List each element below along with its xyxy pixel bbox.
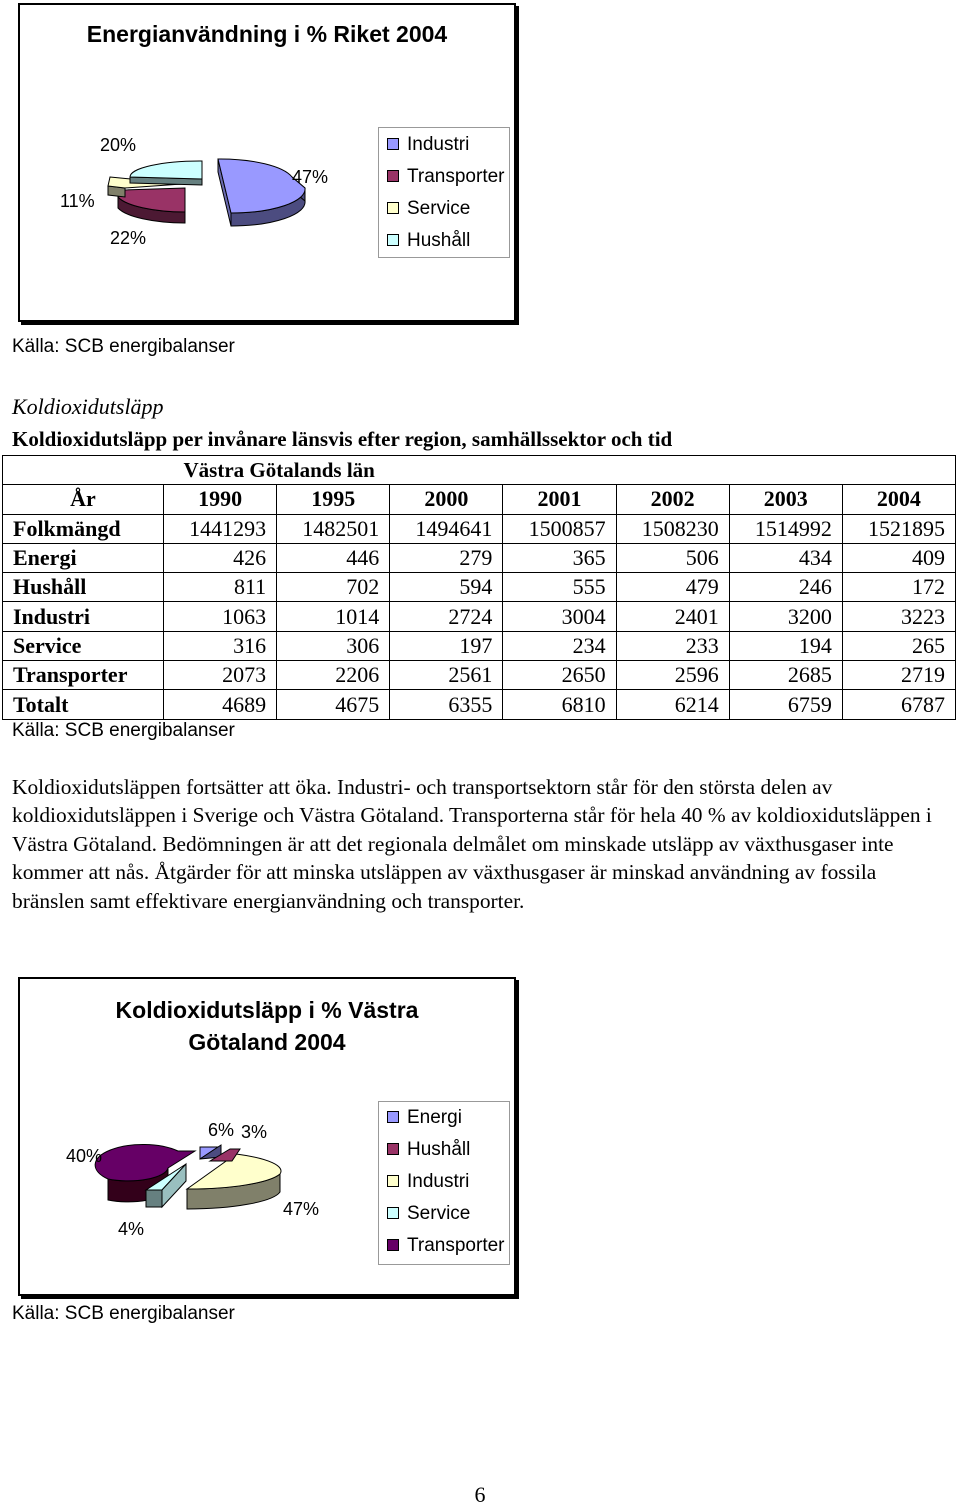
energy-chart-legend: [378, 127, 510, 258]
table-row: [3, 690, 956, 719]
table-cell: 6787: [842, 690, 955, 719]
energy-chart-frame: [18, 3, 516, 322]
pie-label-transporter: 22%: [110, 228, 147, 248]
pie-label-industri: 47%: [292, 167, 329, 187]
swatch-hushall: [387, 1143, 399, 1155]
table-year-header: 2001: [503, 485, 616, 514]
body-paragraph: Koldioxidutsläppen fortsätter att öka. Industri- och transportsektorn står för den största delen av koldioxidutsläppen i Sverige och Västra Götaland. Transporterna står för hela 40 % av koldioxidutsläppen i Västra Götaland. Bedömningen är att det regionala delmålet om minskade utsläpp av växthusgaser inte kommer att nås. Åtgärder för att minska utsläppen av växthusgaser är minskad användning av fossila bränslen samt effektivare energianvändning och transporter.: [12, 775, 932, 913]
legend-label: Transporter: [407, 1235, 505, 1256]
table-cell: 1521895: [842, 514, 955, 543]
table-cell: 2685: [729, 661, 842, 690]
section-heading: Koldioxidutsläpp: [12, 394, 164, 419]
pie-slice-hushall: [130, 161, 202, 185]
table-cell: 1514992: [729, 514, 842, 543]
table-year-header: 2004: [842, 485, 955, 514]
table-cell: 446: [277, 543, 390, 572]
table-year-header: 2000: [390, 485, 503, 514]
table-row: [3, 514, 956, 543]
pie-label-hushall: 20%: [100, 135, 137, 155]
table-cell: 246: [729, 573, 842, 602]
table-cell: 3200: [729, 602, 842, 631]
table-row-label: Hushåll: [3, 573, 164, 602]
table-cell: 1441293: [164, 514, 277, 543]
table-year-header: 2003: [729, 485, 842, 514]
co2-chart-legend: [378, 1101, 510, 1265]
pie-label-hushall: 3%: [241, 1122, 268, 1142]
legend-item-service: [387, 1202, 470, 1226]
table-row: [3, 631, 956, 660]
pie-label-service: 11%: [60, 191, 95, 211]
pie-label-industri: 47%: [283, 1199, 320, 1219]
table-row-label: Transporter: [3, 661, 164, 690]
table-row-label: Totalt: [3, 690, 164, 719]
energy-chart-title: Energianvändning i % Riket 2004: [86, 21, 448, 47]
legend-item-transporter: [387, 165, 505, 189]
table-source: Källa: SCB energibalanser: [12, 720, 235, 741]
table-year-header: 1995: [277, 485, 390, 514]
swatch-hushall: [387, 234, 399, 246]
table-cell: 409: [842, 543, 955, 572]
table-cell: 1508230: [616, 514, 729, 543]
legend-item-industri: [387, 133, 469, 157]
legend-label: Transporter: [407, 166, 505, 187]
table-cell: 6355: [390, 690, 503, 719]
pie-slice-transporter: [118, 188, 185, 223]
legend-label: Hushåll: [407, 1139, 471, 1160]
legend-item-energi: [387, 1106, 462, 1130]
table-corner-cell: [3, 456, 164, 485]
table-cell: 265: [842, 631, 955, 660]
table-cell: 594: [390, 573, 503, 602]
table-cell: 2561: [390, 661, 503, 690]
swatch-industri: [387, 1175, 399, 1187]
table-cell: 702: [277, 573, 390, 602]
table-cell: 234: [503, 631, 616, 660]
swatch-transporter: [387, 170, 399, 182]
co2-chart-frame: [18, 977, 516, 1296]
table-cell: 194: [729, 631, 842, 660]
table-year-label: År: [3, 485, 164, 514]
legend-item-transporter: [387, 1234, 505, 1258]
table-cell: 172: [842, 573, 955, 602]
table-header-row: [3, 485, 956, 514]
legend-item-service: [387, 197, 470, 221]
table-cell: 1014: [277, 602, 390, 631]
co2-chart-title-line1: Koldioxidutsläpp i % Västra: [115, 997, 419, 1023]
table-cell: 4689: [164, 690, 277, 719]
table-cell: 279: [390, 543, 503, 572]
table-cell: 2401: [616, 602, 729, 631]
table-cell: 479: [616, 573, 729, 602]
table-cell: 2724: [390, 602, 503, 631]
table-row: [3, 543, 956, 572]
table-cell: 2073: [164, 661, 277, 690]
table-cell: 2596: [616, 661, 729, 690]
page-number: 6: [474, 1482, 486, 1507]
table-cell: 1494641: [390, 514, 503, 543]
table-region-row: [3, 456, 956, 485]
table-title: Koldioxidutsläpp per invånare länsvis efter region, samhällssektor och tid: [12, 427, 673, 451]
table-year-header: 2002: [616, 485, 729, 514]
pie-slice-industri: [187, 1154, 281, 1209]
pie-label-energi: 6%: [208, 1120, 235, 1140]
swatch-transporter: [387, 1239, 399, 1251]
table-cell: 316: [164, 631, 277, 660]
table-cell: 6810: [503, 690, 616, 719]
table-cell: 2206: [277, 661, 390, 690]
swatch-service: [387, 202, 399, 214]
table-row: [3, 573, 956, 602]
table-cell: 555: [503, 573, 616, 602]
table-year-header: 1990: [164, 485, 277, 514]
co2-chart-title-line2: Götaland 2004: [188, 1029, 346, 1055]
legend-label: Hushåll: [407, 230, 471, 251]
table-cell: 197: [390, 631, 503, 660]
table-cell: 434: [729, 543, 842, 572]
table-row-label: Service: [3, 631, 164, 660]
table-cell: 306: [277, 631, 390, 660]
table-region-cell: [164, 456, 956, 485]
chart1-source: Källa: SCB energibalanser: [12, 336, 235, 357]
table-row-label: Industri: [3, 602, 164, 631]
legend-item-hushall: [387, 1138, 470, 1162]
pie-label-service: 4%: [118, 1219, 145, 1239]
table-cell: 506: [616, 543, 729, 572]
table-cell: 4675: [277, 690, 390, 719]
table-cell: 1500857: [503, 514, 616, 543]
legend-label: Industri: [407, 1171, 470, 1192]
table-cell: 365: [503, 543, 616, 572]
legend-label: Service: [407, 1203, 471, 1224]
pie-label-transporter: 40%: [66, 1146, 103, 1166]
table-row: [3, 661, 956, 690]
legend-label: Energi: [407, 1107, 462, 1128]
swatch-industri: [387, 138, 399, 150]
emissions-table: [2, 455, 956, 720]
table-cell: 1482501: [277, 514, 390, 543]
table-cell: 3223: [842, 602, 955, 631]
table-cell: 2650: [503, 661, 616, 690]
table-cell: 3004: [503, 602, 616, 631]
swatch-energi: [387, 1111, 399, 1123]
table-row: [3, 602, 956, 631]
table-cell: 1063: [164, 602, 277, 631]
legend-item-industri: [387, 1170, 469, 1194]
table-cell: 2719: [842, 661, 955, 690]
table-cell: 426: [164, 543, 277, 572]
table-region: Västra Götalands län: [183, 458, 375, 483]
legend-label: Service: [407, 198, 471, 219]
legend-label: Industri: [407, 134, 470, 155]
table-cell: 6214: [616, 690, 729, 719]
table-cell: 233: [616, 631, 729, 660]
legend-item-hushall: [387, 229, 470, 253]
swatch-service: [387, 1207, 399, 1219]
table-row-label: Folkmängd: [3, 514, 164, 543]
table-row-label: Energi: [3, 543, 164, 572]
chart2-source: Källa: SCB energibalanser: [12, 1303, 235, 1324]
table-cell: 811: [164, 573, 277, 602]
table-cell: 6759: [729, 690, 842, 719]
